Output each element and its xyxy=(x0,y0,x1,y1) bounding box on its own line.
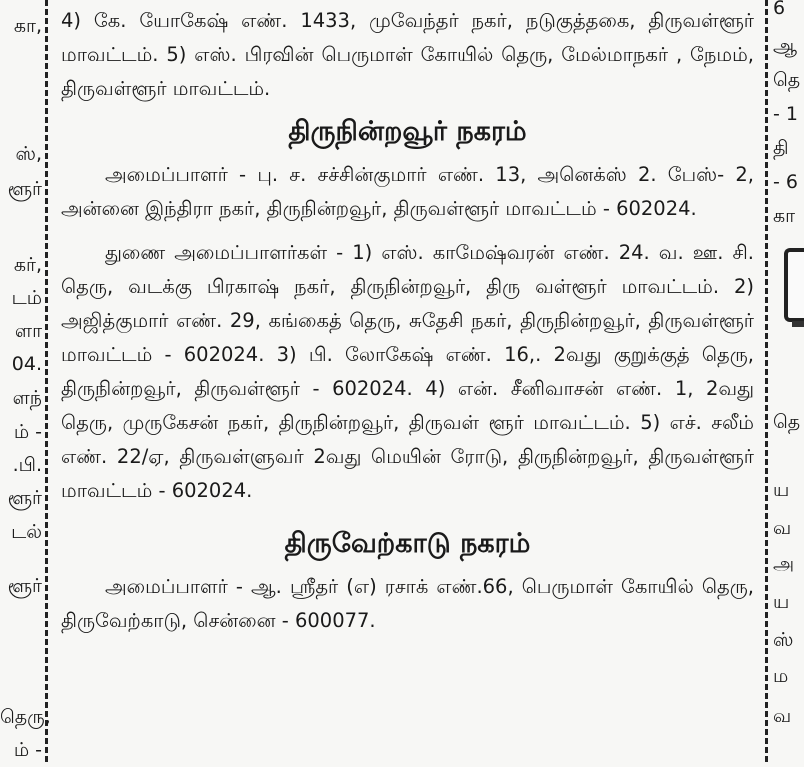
column-rule-left xyxy=(45,0,48,762)
deputy-organisers-paragraph: துணை அமைப்பாளர்கள் - 1) எஸ். காமேஷ்வரன் எண். 24. வ. ஊ. சி. தெரு, வடக்கு பிரகாஷ் நகர், திருநின்றவூர், திரு வள்ளூர் மாவட்டம். 2) அஜித்குமார் எண். 29, கங்கைத் தெரு, சுதேசி நகர், திருநின்றவூர், திருவள்ளூர் மாவட்டம் - 602024. 3) பி. லோகேஷ் எண். 16,. 2வது குறுக்குத் தெரு, திருநின்றவூர், திருவள்ளூர் - 602024. 4) என். சீனிவாசன் எண். 1, 2வது தெரு, முருகேசன் நகர், திருநின்றவூர், திருவள் ளூர் மாவட்டம். 5) எச். சலீம் எண். 22/ஏ, திருவள்ளுவர் 2வது மெயின் ரோடு, திருநின்றவூர், திருவள்ளூர் மாவட்டம் - 602024. xyxy=(61,241,754,502)
right-fragment: - 6 xyxy=(773,171,798,193)
right-fragment: 6 xyxy=(773,0,786,19)
right-fragment: ம xyxy=(773,665,789,687)
right-fragment: வ xyxy=(773,705,792,727)
left-fragment: 04. xyxy=(11,353,42,375)
left-fragment: ளா xyxy=(14,320,42,342)
left-fragment: ளந் xyxy=(12,387,42,409)
right-fragment: ஸ் xyxy=(773,629,794,651)
column-rule-right xyxy=(765,0,768,762)
right-fragment: அ xyxy=(773,553,795,575)
right-fragment: - 1 xyxy=(773,103,798,125)
left-fragment: ளூர் xyxy=(7,575,42,597)
left-fragment: ஸ், xyxy=(15,143,42,165)
left-fragment: ளூர் xyxy=(7,178,42,200)
organiser-paragraph: அமைப்பாளர் - ஆ. ஸ்ரீதர் (எ) ரசாக் எண்.66, பெருமாள் கோயில் தெரு, திருவேற்காடு, சென்னை - 600077. xyxy=(61,575,754,632)
right-fragment: தி xyxy=(773,137,789,159)
right-fragment: தெ xyxy=(773,69,801,91)
left-fragment: .பி. xyxy=(12,454,42,476)
left-fragment: ளூர் xyxy=(7,487,42,509)
left-fragment: ம் - xyxy=(13,739,42,761)
section-heading: திருநின்றவூர் நகரம் xyxy=(288,116,527,147)
right-fragment: தெ xyxy=(773,411,801,433)
section-heading: திருவேற்காடு நகரம் xyxy=(284,528,531,559)
article-column xyxy=(61,4,754,638)
left-fragment: டல் xyxy=(11,521,42,543)
left-fragment: கர், xyxy=(13,254,42,276)
right-fragment: ய xyxy=(773,591,790,613)
left-fragment: தெரு, xyxy=(0,706,51,728)
left-fragment: ம் - xyxy=(13,421,42,443)
right-fragment: வ xyxy=(773,517,792,539)
organiser-paragraph: அமைப்பாளர் - பு. ச. சச்சின்குமார் எண். 13, அனெக்ஸ் 2. பேஸ்- 2, அன்னை இந்திரா நகர், திருநின்றவூர், திருவள்ளூர் மாவட்டம் - 602024. xyxy=(61,163,754,220)
right-fragment: கா xyxy=(773,205,796,227)
right-fragment: ஆ xyxy=(773,35,798,57)
left-fragment: டம் xyxy=(11,287,42,309)
boxed-ad-edge xyxy=(784,248,804,322)
intro-paragraph: 4) கே. யோகேஷ் எண். 1433, முவேந்தர் நகர், நடுகுத்தகை, திருவள்ளூர் மாவட்டம். 5) எஸ். பிரவின் பெருமாள் கோயில் தெரு, மேல்மாநகர் , நேமம், திருவள்ளூர் மாவட்டம். xyxy=(61,9,754,100)
right-fragment: ய xyxy=(773,479,790,501)
left-fragment: கா, xyxy=(13,15,42,37)
